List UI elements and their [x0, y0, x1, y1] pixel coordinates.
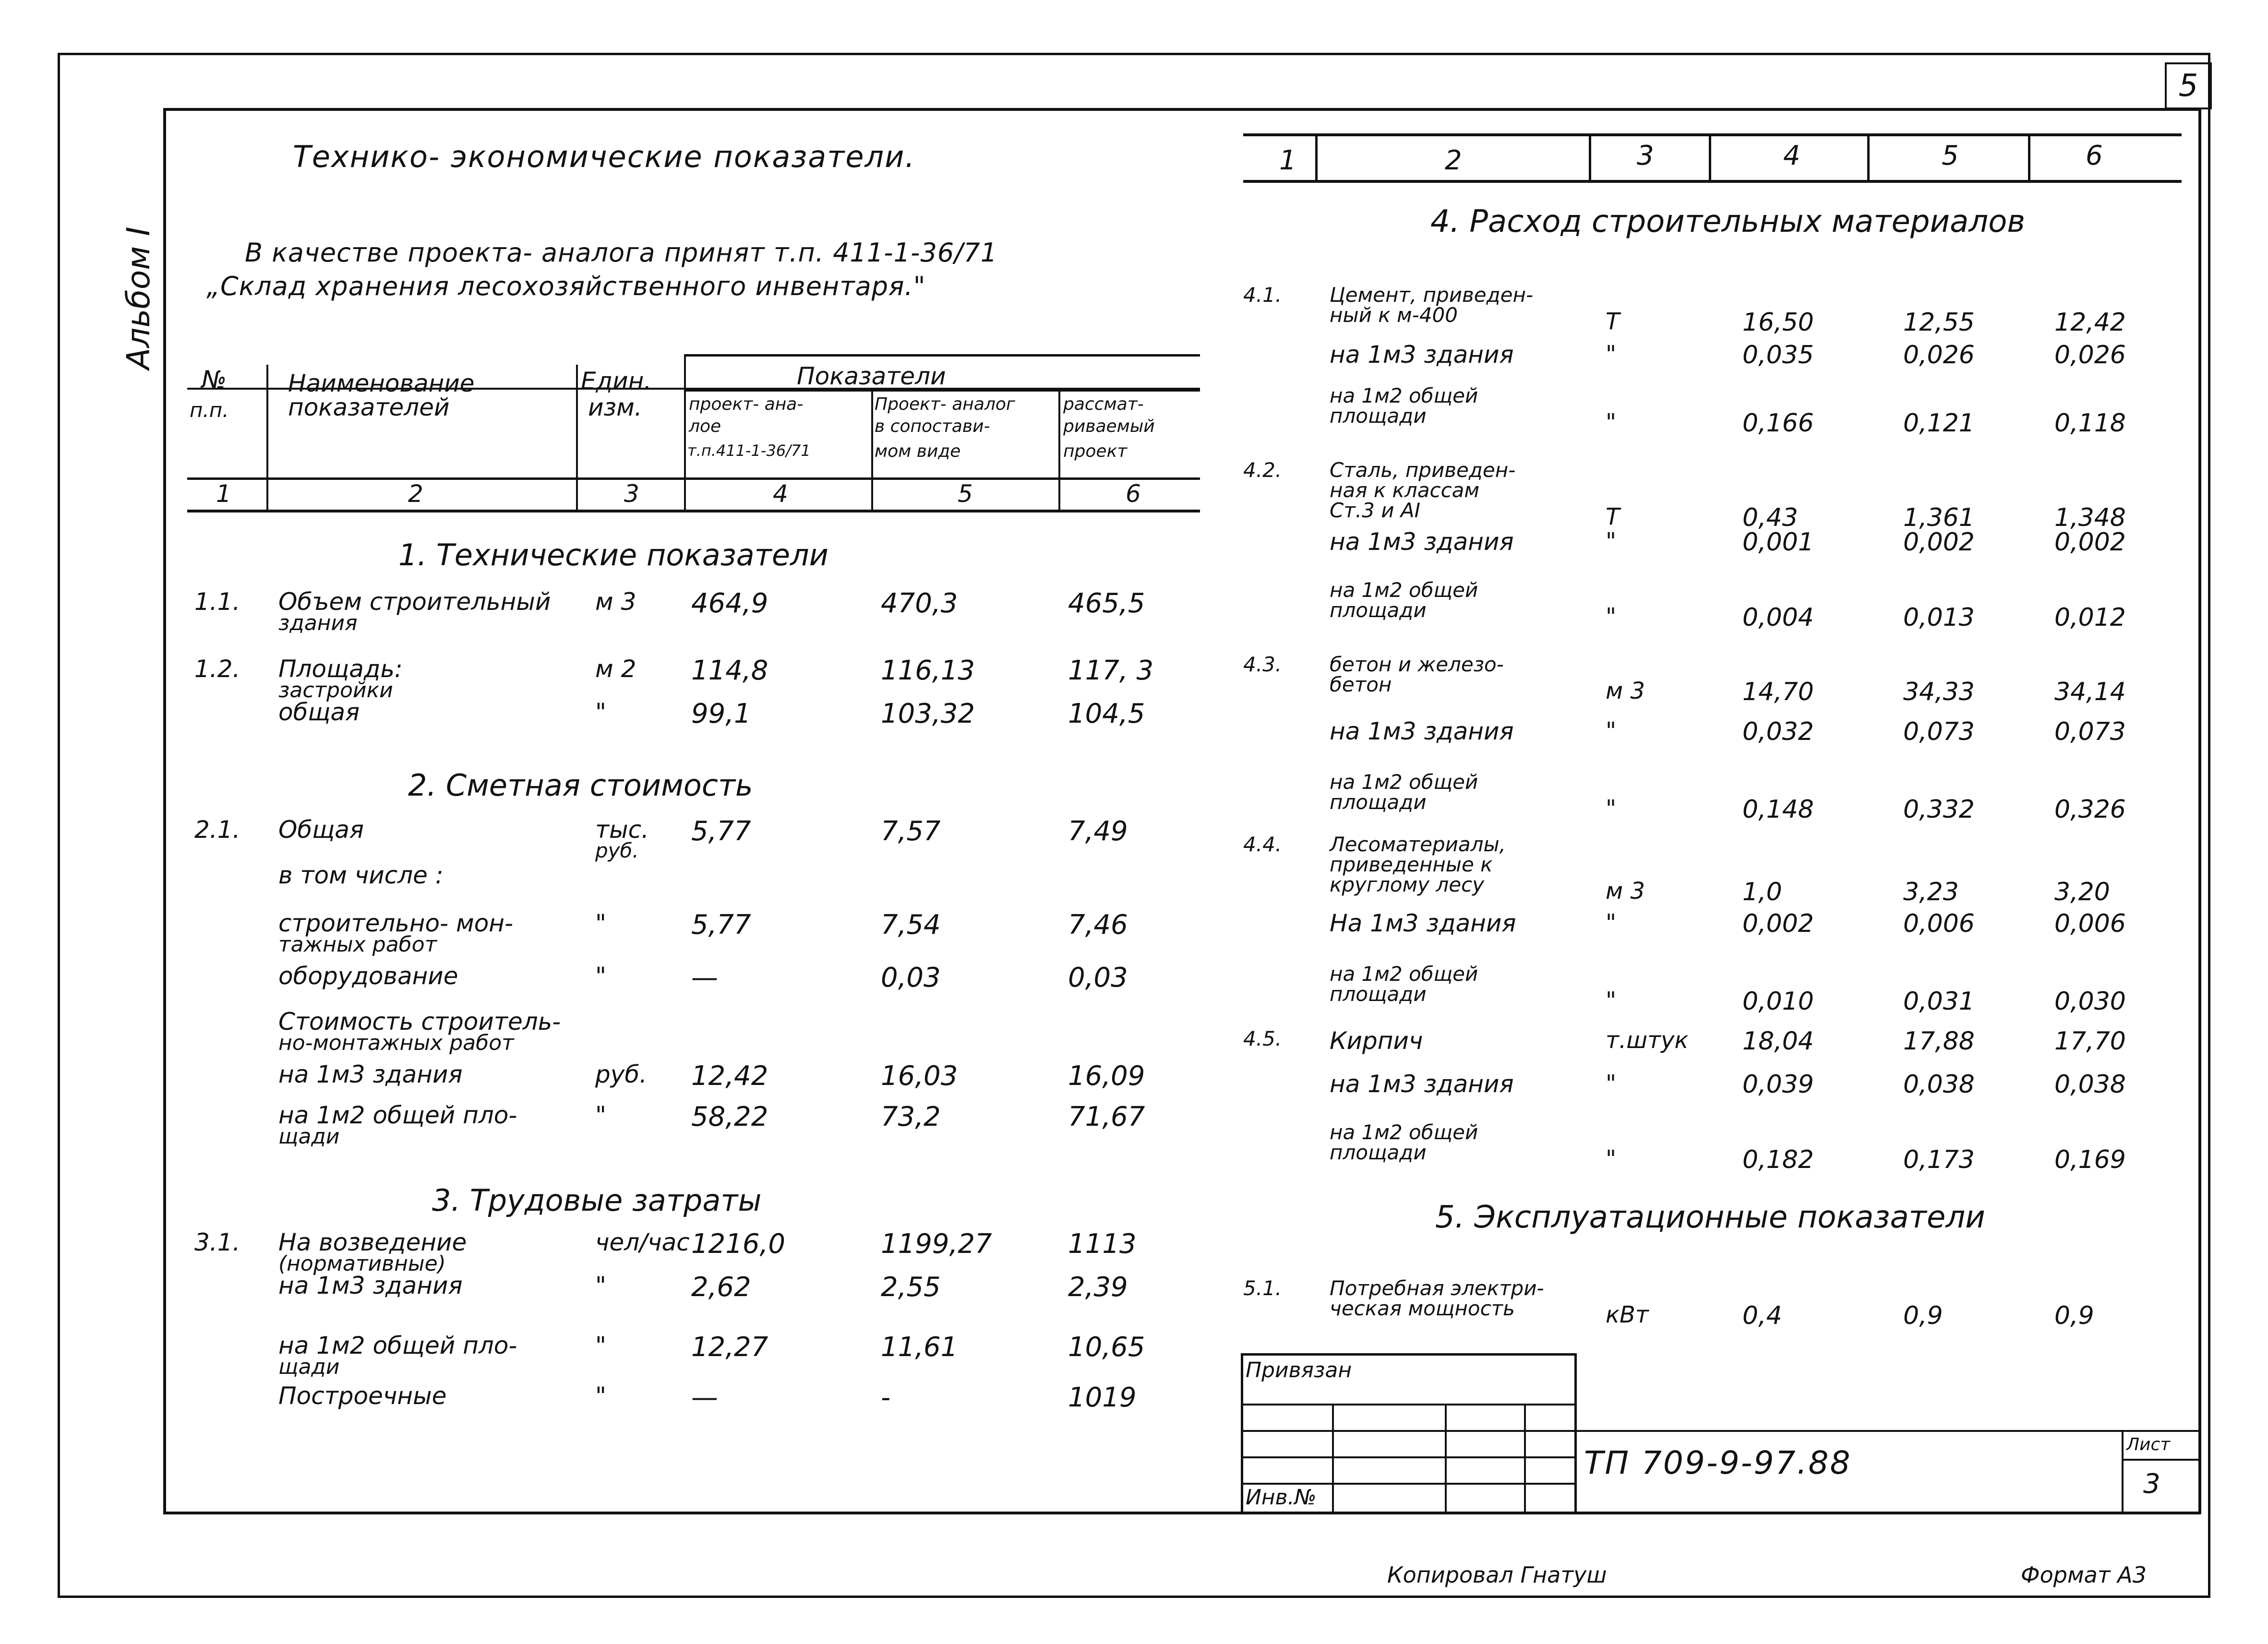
- hdr-unit-1: Един.: [581, 367, 652, 395]
- row-value-6: 0,038: [2054, 1070, 2126, 1099]
- row-value-5: 16,03: [881, 1060, 958, 1092]
- row-name: на 1м2 общей: [1330, 962, 1478, 986]
- hdr-c4-2: лое: [689, 417, 721, 436]
- col-num-6: 6: [1126, 480, 1141, 508]
- outer-frame-top: [58, 53, 2210, 55]
- row-value-5: 7,57: [881, 816, 941, 847]
- row-unit: ": [595, 1332, 606, 1359]
- row-value-6: 0,169: [2054, 1145, 2126, 1174]
- row-value-4: 0,43: [1742, 503, 1798, 532]
- row-name: на 1м3 здания: [278, 1272, 463, 1299]
- row-name: На 1м3 здания: [1330, 909, 1516, 937]
- hdr-c6-1: рассмат-: [1063, 394, 1144, 414]
- left-section-title: 2. Сметная стоимость: [408, 768, 753, 803]
- row-value-5: 0,006: [1903, 909, 1975, 938]
- row-value-5: 0,173: [1903, 1145, 1975, 1174]
- row-value-5: 470,3: [881, 588, 958, 619]
- col-num-3: 3: [624, 480, 639, 508]
- row-name: Построечные: [278, 1382, 447, 1410]
- rcol-num-1: 1: [1279, 145, 1296, 176]
- row-name: на 1м3 здания: [278, 1060, 463, 1088]
- row-name: на 1м3 здания: [1330, 341, 1514, 369]
- row-value-4: 99,1: [691, 698, 751, 729]
- right-section-title: 4. Расход строительных материалов: [1430, 204, 2026, 239]
- row-name: на 1м3 здания: [1330, 717, 1514, 745]
- stamp-privyazan: Привязан: [1246, 1358, 1352, 1382]
- row-num: 4.3.: [1243, 653, 1282, 676]
- row-value-4: 5,77: [691, 816, 751, 847]
- row-value-4: 114,8: [691, 655, 768, 686]
- footer-format: Формат А3: [2021, 1562, 2147, 1588]
- row-value-6: 1113: [1068, 1228, 1137, 1260]
- row-value-5: 34,33: [1903, 678, 1975, 706]
- row-value-5: 116,13: [881, 655, 975, 686]
- row-value-5: 7,54: [881, 909, 941, 941]
- rcol-num-4: 4: [1783, 140, 1800, 171]
- row-unit: Т: [1606, 308, 1620, 335]
- row-value-4: 0,001: [1742, 528, 1814, 557]
- row-name: бетон: [1330, 673, 1392, 696]
- row-unit: т.штук: [1606, 1027, 1689, 1054]
- row-name: на 1м3 здания: [1330, 528, 1514, 556]
- row-value-6: 0,012: [2054, 603, 2126, 632]
- row-value-5: 1,361: [1903, 503, 1975, 532]
- row-num: 3.1.: [194, 1228, 240, 1256]
- hdr-c6-2: риваемый: [1063, 417, 1155, 436]
- row-unit: м 3: [595, 588, 636, 616]
- row-value-6: 2,39: [1068, 1272, 1128, 1303]
- row-name: строительно- мон-: [278, 909, 514, 937]
- row-value-4: 0,166: [1742, 409, 1814, 438]
- row-unit: ": [595, 1382, 606, 1410]
- row-unit: ": [1606, 528, 1617, 555]
- row-value-4: 1,0: [1742, 878, 1782, 906]
- row-name: оборудование: [278, 962, 458, 990]
- row-value-5: -: [881, 1382, 891, 1413]
- row-num: 4.2.: [1243, 458, 1282, 482]
- row-num: 4.5.: [1243, 1027, 1282, 1050]
- row-value-6: 104,5: [1068, 698, 1145, 729]
- row-value-5: 0,026: [1903, 341, 1975, 369]
- footer-copied: Копировал Гнатуш: [1387, 1562, 1607, 1588]
- row-value-4: 58,22: [691, 1101, 768, 1132]
- row-value-5: 0,013: [1903, 603, 1975, 632]
- row-name: на 1м2 общей: [1330, 578, 1478, 602]
- row-name: Ст.3 и АI: [1330, 499, 1420, 522]
- row-name: в том числе :: [278, 861, 444, 889]
- stamp-inv-no: Инв.№: [1246, 1485, 1317, 1510]
- row-name: Потребная электри-: [1330, 1276, 1544, 1300]
- row-name: На возведение: [278, 1228, 467, 1256]
- inner-frame-bottom: [163, 1512, 2201, 1514]
- row-name: на 1м3 здания: [1330, 1070, 1514, 1098]
- row-value-5: 1199,27: [881, 1228, 992, 1260]
- row-name: Лесоматериалы,: [1330, 833, 1506, 856]
- row-value-6: 0,073: [2054, 717, 2126, 746]
- hdr-c4-1: проект- ана-: [689, 394, 804, 414]
- row-name: на 1м2 общей: [1330, 1120, 1478, 1144]
- rcol-num-5: 5: [1942, 140, 1959, 171]
- inner-frame-right: [2198, 108, 2201, 1514]
- row-value-6: 0,030: [2054, 987, 2126, 1016]
- row-value-4: 12,27: [691, 1332, 768, 1363]
- row-value-6: 34,14: [2054, 678, 2126, 706]
- col-num-1: 1: [216, 480, 231, 508]
- row-value-4: 5,77: [691, 909, 751, 941]
- row-value-4: 0,010: [1742, 987, 1814, 1016]
- row-unit: ": [595, 1272, 606, 1299]
- row-unit: тыс.: [595, 816, 649, 844]
- col-num-2: 2: [408, 480, 423, 508]
- row-name: общая: [278, 698, 360, 726]
- hdr-c6-3: проект: [1063, 441, 1128, 461]
- row-unit: ": [1606, 717, 1617, 744]
- row-name: на 1м2 общей: [1330, 770, 1478, 794]
- row-value-6: 17,70: [2054, 1027, 2126, 1056]
- row-name: приведенные к: [1330, 853, 1493, 876]
- row-unit: Т: [1606, 503, 1620, 530]
- row-value-5: 0,121: [1903, 409, 1975, 438]
- rcol-num-2: 2: [1445, 145, 1462, 176]
- row-value-4: —: [691, 962, 718, 993]
- row-name: ческая мощность: [1330, 1297, 1515, 1320]
- row-value-6: 7,46: [1068, 909, 1128, 941]
- row-value-5: 0,038: [1903, 1070, 1975, 1099]
- row-value-6: 0,002: [2054, 528, 2126, 557]
- row-unit: ": [1606, 1070, 1617, 1097]
- hdr-c5-2: в сопостави-: [875, 417, 990, 436]
- row-value-6: 0,118: [2054, 409, 2126, 438]
- row-value-5: 0,031: [1903, 987, 1975, 1016]
- row-name: тажных работ: [278, 932, 437, 957]
- row-num: 5.1.: [1243, 1276, 1282, 1300]
- row-value-5: 103,32: [881, 698, 975, 729]
- hdr-c5-1: Проект- аналог: [875, 394, 1015, 414]
- row-value-5: 0,9: [1903, 1301, 1943, 1330]
- row-name: бетон и железо-: [1330, 653, 1504, 676]
- row-value-5: 2,55: [881, 1272, 941, 1303]
- stamp-doc-code: ТП 709-9-97.88: [1584, 1444, 1852, 1481]
- row-num: 1.2.: [194, 655, 240, 683]
- row-name: Объем строительный: [278, 588, 551, 616]
- row-unit: ": [1606, 909, 1617, 936]
- col-num-5: 5: [958, 480, 973, 508]
- rcol-num-3: 3: [1637, 140, 1654, 171]
- row-name: Сталь, приведен-: [1330, 458, 1516, 482]
- outer-frame-left: [58, 53, 60, 1598]
- analog-line-1: В качестве проекта- аналога принят т.п. 411-1-36/71: [245, 238, 998, 268]
- row-name: Общая: [278, 816, 364, 844]
- row-unit: ": [595, 1101, 606, 1129]
- hdr-num-2: п.п.: [190, 398, 229, 422]
- row-unit: м 3: [1606, 678, 1645, 704]
- row-value-4: 464,9: [691, 588, 768, 619]
- col-num-4: 4: [773, 480, 788, 508]
- row-value-6: 12,42: [2054, 308, 2126, 337]
- row-value-6: 71,67: [1068, 1101, 1145, 1132]
- analog-line-2: „Склад хранения лесохозяйственного инвентаря.": [206, 271, 926, 301]
- inner-frame-top: [163, 108, 2201, 111]
- row-unit: ": [595, 909, 606, 937]
- row-name: на 1м2 общей пло-: [278, 1332, 517, 1359]
- hdr-group: Показатели: [797, 362, 946, 390]
- inner-frame-left: [163, 108, 166, 1514]
- row-value-6: 3,20: [2054, 878, 2110, 906]
- row-unit: руб.: [595, 1060, 648, 1088]
- row-value-5: 12,55: [1903, 308, 1975, 337]
- row-value-4: 18,04: [1742, 1027, 1814, 1056]
- outer-frame-bottom: [58, 1596, 2210, 1598]
- left-section-title: 1. Технические показатели: [398, 537, 828, 572]
- row-unit: ": [595, 698, 606, 726]
- row-num: 4.4.: [1243, 833, 1282, 856]
- row-name: Стоимость строитель-: [278, 1008, 561, 1036]
- left-section-title: 3. Трудовые затраты: [432, 1183, 762, 1218]
- row-unit: ": [1606, 341, 1617, 368]
- row-name: круглому лесу: [1330, 873, 1485, 896]
- row-name: Цемент, приведен-: [1330, 283, 1534, 307]
- row-value-6: 1,348: [2054, 503, 2126, 532]
- row-value-5: 11,61: [881, 1332, 958, 1363]
- row-value-6: 0,326: [2054, 795, 2126, 824]
- row-value-4: 0,032: [1742, 717, 1814, 746]
- row-value-4: 0,039: [1742, 1070, 1814, 1099]
- row-value-6: 1019: [1068, 1382, 1137, 1413]
- row-name: на 1м2 общей пло-: [278, 1101, 517, 1129]
- row-value-5: 0,332: [1903, 795, 1975, 824]
- hdr-c4-3: т.п.411-1-36/71: [687, 441, 811, 460]
- row-name: но-монтажных работ: [278, 1031, 514, 1055]
- row-value-4: 0,4: [1742, 1301, 1782, 1330]
- row-unit: ": [1606, 987, 1617, 1014]
- hdr-c5-3: мом виде: [875, 441, 961, 461]
- row-unit: чел/час: [595, 1228, 690, 1256]
- stamp-list-number: 3: [2143, 1468, 2160, 1500]
- row-unit-2: руб.: [595, 839, 639, 862]
- right-section-title: 5. Эксплуатационные показатели: [1435, 1200, 1985, 1235]
- row-value-4: 0,148: [1742, 795, 1814, 824]
- row-name: здания: [278, 611, 358, 635]
- rcol-num-6: 6: [2086, 140, 2103, 171]
- row-value-4: 16,50: [1742, 308, 1814, 337]
- row-unit: ": [1606, 409, 1617, 436]
- row-unit: ": [1606, 603, 1617, 630]
- row-value-6: 0,026: [2054, 341, 2126, 369]
- row-name: площади: [1330, 404, 1427, 428]
- row-num: 4.1.: [1243, 283, 1282, 307]
- row-value-4: 2,62: [691, 1272, 751, 1303]
- row-value-6: 117, 3: [1068, 655, 1154, 686]
- stamp-list-label: Лист: [2126, 1435, 2171, 1454]
- row-value-4: 0,002: [1742, 909, 1814, 938]
- row-value-6: 10,65: [1068, 1332, 1145, 1363]
- row-name: (нормативные): [278, 1251, 446, 1276]
- row-value-6: 0,03: [1068, 962, 1128, 993]
- row-value-4: 12,42: [691, 1060, 768, 1092]
- row-name: ная к классам: [1330, 478, 1480, 502]
- row-num: 1.1.: [194, 588, 240, 616]
- row-value-6: 0,006: [2054, 909, 2126, 938]
- row-name: ный к м-400: [1330, 303, 1458, 327]
- row-value-5: 73,2: [881, 1101, 941, 1132]
- row-unit: кВт: [1606, 1301, 1649, 1328]
- row-name: Площадь:: [278, 655, 403, 683]
- row-value-6: 7,49: [1068, 816, 1128, 847]
- row-value-6: 0,9: [2054, 1301, 2094, 1330]
- row-value-4: 0,182: [1742, 1145, 1814, 1174]
- row-num: 2.1.: [194, 816, 240, 844]
- row-unit: ": [1606, 1145, 1617, 1172]
- page-number: 5: [2178, 68, 2198, 104]
- hdr-name-1: Наименование: [288, 369, 475, 397]
- row-value-6: 16,09: [1068, 1060, 1145, 1092]
- hdr-name-2: показателей: [288, 393, 450, 421]
- row-unit: м 2: [595, 655, 636, 683]
- row-name: площади: [1330, 982, 1427, 1006]
- row-name: Кирпич: [1330, 1027, 1423, 1055]
- album-label: Альбом I: [120, 226, 157, 369]
- row-value-5: 0,03: [881, 962, 941, 993]
- hdr-unit-2: изм.: [588, 393, 642, 421]
- outer-frame-right: [2208, 53, 2210, 1598]
- row-value-4: 0,004: [1742, 603, 1814, 632]
- row-name: площади: [1330, 598, 1427, 622]
- row-name: щади: [278, 1355, 340, 1379]
- row-name: площади: [1330, 790, 1427, 814]
- row-value-5: 0,073: [1903, 717, 1975, 746]
- row-value-5: 17,88: [1903, 1027, 1975, 1056]
- row-unit: ": [1606, 795, 1617, 822]
- row-value-4: 1216,0: [691, 1228, 785, 1260]
- page-title: Технико- экономические показатели.: [293, 139, 916, 174]
- row-name: площади: [1330, 1141, 1427, 1164]
- row-value-4: 0,035: [1742, 341, 1814, 369]
- row-name: застройки: [278, 678, 393, 703]
- row-name: щади: [278, 1124, 340, 1149]
- row-value-5: 0,002: [1903, 528, 1975, 557]
- row-value-4: 14,70: [1742, 678, 1814, 706]
- row-unit: ": [595, 962, 606, 990]
- row-value-6: 465,5: [1068, 588, 1145, 619]
- row-name: на 1м2 общей: [1330, 384, 1478, 407]
- row-value-4: —: [691, 1382, 718, 1413]
- row-unit: м 3: [1606, 878, 1645, 905]
- row-value-5: 3,23: [1903, 878, 1959, 906]
- hdr-num-1: №: [202, 366, 227, 393]
